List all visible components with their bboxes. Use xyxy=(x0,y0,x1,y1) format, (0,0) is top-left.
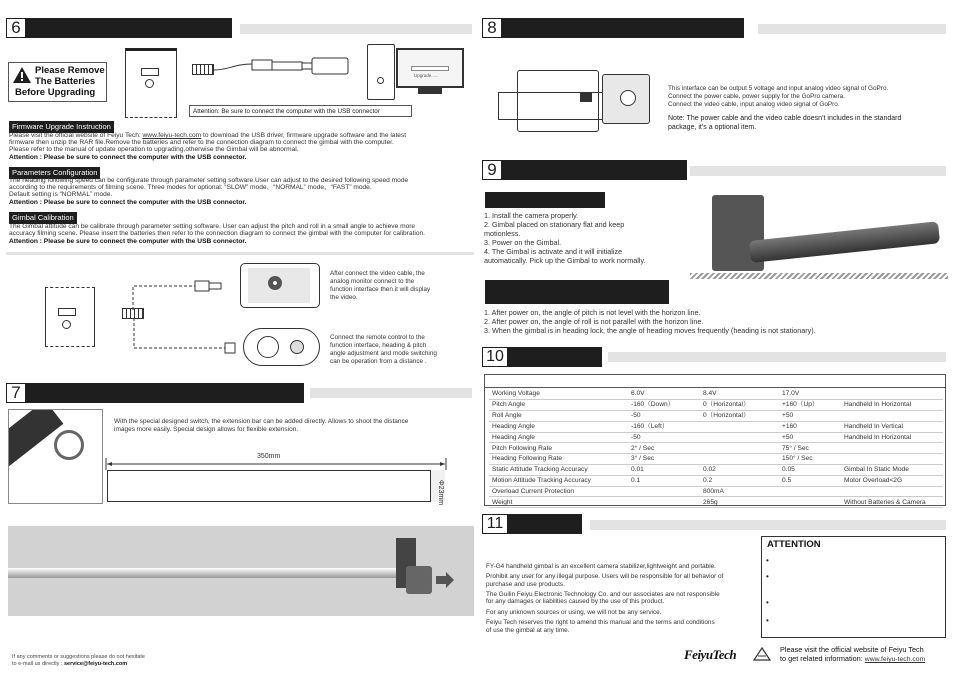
spec-cell: Handheld In Horizontal xyxy=(841,432,943,443)
disclaimer-p3a: The Guilin Feiyu Electronic Technology Co. and our associates are not responsible xyxy=(486,591,720,599)
computer-tower-icon xyxy=(367,44,395,100)
spec-cell: 800mA xyxy=(700,486,779,497)
spec-row xyxy=(489,475,943,486)
spec-cell: 0（Horizontal） xyxy=(700,400,779,411)
spec-cell xyxy=(779,486,841,497)
spec-cell: 265g xyxy=(700,497,779,508)
attention-bullet-3: • xyxy=(766,598,769,607)
issues-heading-bar xyxy=(485,280,669,304)
spec-cell: Static Attitude Tracking Accuracy xyxy=(489,465,628,476)
extension-bar-drawing xyxy=(107,470,445,502)
gopro-lens-icon xyxy=(620,90,636,106)
spec-cell: Motor Overload<2G xyxy=(841,475,943,486)
computer-power-icon xyxy=(377,77,384,84)
spec-cell: Pitch Following Rate xyxy=(489,443,628,454)
spec-table-body xyxy=(489,389,943,508)
gopro-text-3: Connect the video cable, input analog video signal of GoPro. xyxy=(668,101,840,108)
spec-cell: 0.02 xyxy=(700,465,779,476)
warning-line-1: Please Remove xyxy=(35,65,105,76)
gopro-note-2: package, it’s a optional item. xyxy=(668,124,757,131)
remote-cable-icon xyxy=(130,318,240,358)
switch-ring-icon xyxy=(54,430,84,460)
section-9-header-bar xyxy=(482,160,687,180)
warning-line-3: Before Upgrading xyxy=(15,87,96,98)
step-4b: automatically. Pick up the Gimbal to work normally. xyxy=(484,256,646,265)
power-button-icon xyxy=(145,79,154,88)
calib-heading: Gimbal Calibration xyxy=(9,212,77,224)
spec-cell: 150° / Sec xyxy=(779,454,841,465)
spec-cell: +160 xyxy=(779,421,841,432)
issue-1: 1. After power on, the angle of pitch is not level with the horizon line. xyxy=(484,308,701,317)
video-text-1: After connect the video cable, the xyxy=(330,270,425,277)
table-surface xyxy=(690,273,948,279)
firmware-line-1-pre: Please visit the official website of Feiyu Tech: xyxy=(9,132,141,139)
video-cable-icon xyxy=(95,270,235,315)
disclaimer-p3b: for any damages or liabilities caused by the use of this product. xyxy=(486,598,665,606)
spec-row xyxy=(489,465,943,476)
spec-cell: 0.2 xyxy=(700,475,779,486)
footer-line-2 xyxy=(12,661,127,667)
attention-bullet-2: • xyxy=(766,572,769,581)
section-7-header-bar xyxy=(6,383,304,403)
spec-cell xyxy=(841,411,943,422)
spec-row xyxy=(489,432,943,443)
params-line-3: Default setting is “NORMAL” mode. xyxy=(9,191,113,198)
spec-cell: 0.01 xyxy=(628,465,700,476)
firmware-heading: Firmware Upgrade Instruction xyxy=(9,121,114,133)
spec-cell: 0（Horizontal） xyxy=(700,411,779,422)
disclaimer-p2a: Prohibit any user for any illegal purpose. Users will be responsible for all behavior of xyxy=(486,573,724,581)
spec-cell: Weight xyxy=(489,497,628,508)
spec-row xyxy=(489,389,943,400)
spec-cell xyxy=(628,486,700,497)
spec-cell: 75° / Sec xyxy=(779,443,841,454)
visit-line-2 xyxy=(780,655,925,664)
section-8-grey-bar xyxy=(758,24,946,34)
photo-camera xyxy=(406,566,432,594)
step-3: 3. Power on the Gimbal. xyxy=(484,238,562,247)
photo-arrow-icon xyxy=(436,572,456,588)
attention-box xyxy=(761,536,946,638)
step-4: 4. The Gimbal is activate and it will initialize xyxy=(484,247,623,256)
gimbal-on-table-photo xyxy=(690,185,948,290)
spec-cell: 6.0V xyxy=(628,389,700,400)
spec-cell: 0.1 xyxy=(628,475,700,486)
usb-port-icon xyxy=(141,68,159,76)
spec-cell xyxy=(841,389,943,400)
spec-cell xyxy=(841,443,943,454)
remote-text-3: angle adjustment and mode switching xyxy=(330,350,437,357)
section-10-grey-bar xyxy=(608,352,946,362)
section-10-number: 10 xyxy=(482,347,508,367)
remote-text-1: Connect the remote control to the xyxy=(330,334,425,341)
spec-row xyxy=(489,486,943,497)
warning-line-2: The Batteries xyxy=(35,76,96,87)
video-text-2: analog monitor connect to the xyxy=(330,278,415,285)
spec-table-frame xyxy=(484,374,946,506)
spec-cell xyxy=(779,497,841,508)
attention-bullet-4: • xyxy=(766,616,769,625)
spec-cell: Handheld In Vertical xyxy=(841,421,943,432)
issue-3: 3. When the gimbal is in heading lock, the angle of heading moves frequently (heading is not stationary). xyxy=(484,326,816,335)
spec-row xyxy=(489,497,943,508)
grip-power-button-icon xyxy=(62,320,71,329)
footer-line-2-pre: to e-mail us directly : xyxy=(12,661,63,667)
params-heading: Parameters Configuration xyxy=(9,167,100,179)
spec-cell xyxy=(841,454,943,465)
spec-cell xyxy=(700,454,779,465)
footer-line-1: If any comments or suggestions please do not hesitate xyxy=(12,654,145,660)
spec-cell: +50 xyxy=(779,432,841,443)
section-9-number: 9 xyxy=(482,160,502,180)
disclaimer xyxy=(486,563,761,634)
spec-row xyxy=(489,400,943,411)
spec-cell: +160（Up） xyxy=(779,400,841,411)
spec-cell: Overload Current Protection xyxy=(489,486,628,497)
flower-icon xyxy=(268,276,282,290)
extension-text-2: images more easily. Special design allows for flexible extension. xyxy=(114,426,299,433)
spec-cell: Motion Attitude Tracking Accuracy xyxy=(489,475,628,486)
video-text-4: the video. xyxy=(330,294,358,301)
gopro-note-1: Note: The power cable and the video cable doesn’t includes in the standard xyxy=(668,115,902,122)
usb-cable-icon xyxy=(214,60,354,80)
spec-cell: 0.05 xyxy=(779,465,841,476)
spec-cell: 2° / Sec xyxy=(628,443,700,454)
upgrade-progress-bar xyxy=(411,66,449,71)
feiyutech-logo: FeiyuTech xyxy=(684,647,737,662)
section-6-separator xyxy=(6,252,474,255)
attention-title: ATTENTION xyxy=(767,539,821,550)
spec-cell: Gimbal In Static Mode xyxy=(841,465,943,476)
spec-cell: Working Voltage xyxy=(489,389,628,400)
params-line-2: according to the requirements of filming scene. Three modes for optional: “SLOW” mode、“NORMAL” mode、“FAST” mode. xyxy=(9,184,372,191)
section-6-header-bar xyxy=(6,18,232,38)
params-line-1: The heading following speed can be configurate through parameter setting software.User can adjust to the desired following speed mode xyxy=(9,177,409,184)
grip-usb-port-icon xyxy=(58,308,76,316)
step-2b: motionless. xyxy=(484,229,521,238)
remote-text-2: function interface, heading & pitch xyxy=(330,342,427,349)
gopro-text-1: This interface can be output 5 voltage and input analog video signal of GoPro. xyxy=(668,85,889,92)
length-arrow xyxy=(105,458,450,470)
visit-line-2-text: to get related information: xyxy=(780,654,863,663)
gopro-text-2: Connect the power cable, power supply for the GoPro camera. xyxy=(668,93,845,100)
calib-line-2: accuracy filming scene. Please insert the batteries then refer to the connection diagram to connect the gimbal with the computer for calibration. xyxy=(9,230,425,237)
spec-row xyxy=(489,411,943,422)
section-11-number: 11 xyxy=(482,514,508,534)
step-2: 2. Gimbal placed on stationary flat and keep xyxy=(484,220,625,229)
steps-heading-bar xyxy=(485,192,605,208)
disclaimer-p4: For any unknown sources or using, we will not be any service. xyxy=(486,608,662,616)
section-7-grey-bar xyxy=(310,388,472,398)
spec-cell xyxy=(700,421,779,432)
spec-cell: Handheld In Horizontal xyxy=(841,400,943,411)
extension-switch-illustration xyxy=(8,409,103,504)
spec-cell: -160（Left） xyxy=(628,421,700,432)
monitor-stand xyxy=(418,88,442,94)
firmware-attention: Attention : Please be sure to connect the computer with the USB connector. xyxy=(9,154,247,161)
footer-email-link[interactable]: service@feiyu-tech.com xyxy=(63,661,128,667)
remote-control-icon xyxy=(243,328,320,366)
spec-table-header xyxy=(485,375,945,388)
spec-cell: 0.5 xyxy=(779,475,841,486)
diameter-label: Φ23mm xyxy=(437,480,444,506)
remote-text-4: can be operation from a distance . xyxy=(330,358,427,365)
spec-row xyxy=(489,421,943,432)
website-link[interactable]: www.feiyu-tech.com xyxy=(864,656,926,663)
spec-row xyxy=(489,454,943,465)
section-6-number: 6 xyxy=(6,18,26,38)
section-7-number: 7 xyxy=(6,383,26,403)
spec-cell: Heading Following Rate xyxy=(489,454,628,465)
firmware-line-3: Please refer to the manual of update operation to upgrading,otherwise the Gimbal will be abnormal. xyxy=(9,146,299,153)
gimbal-logo-icon xyxy=(752,646,772,662)
length-label: 350mm xyxy=(257,453,281,460)
spec-cell xyxy=(841,486,943,497)
warning-triangle-icon xyxy=(12,66,32,84)
video-text-3: function interface then it will display xyxy=(330,286,431,293)
gimbal-photo-handle xyxy=(749,221,940,263)
spec-cell: Without Batteries & Camera xyxy=(841,497,943,508)
gimbal-extension-photo xyxy=(8,526,474,616)
firmware-line-1-post: to download the USB driver, firmware upgrade software and the latest xyxy=(203,132,407,139)
spec-cell: 8.4V xyxy=(700,389,779,400)
upgrade-text: Upgrade...... xyxy=(414,73,439,78)
disclaimer-p5b: of use the gimbal at any time. xyxy=(486,626,570,634)
section-6-grey-bar xyxy=(240,24,472,34)
spec-row xyxy=(489,443,943,454)
remote-button-icon xyxy=(290,340,304,354)
usb-note: Attention: Be sure to connect the computer with the USB connector xyxy=(193,108,380,115)
disclaimer-p1: FY-G4 handheld gimbal is an excellent camera stabilizer,lightweight and portable. xyxy=(486,563,716,570)
spec-cell xyxy=(700,443,779,454)
usb-connector-icon xyxy=(192,64,214,75)
spec-cell: Roll Angle xyxy=(489,411,628,422)
spec-cell xyxy=(700,432,779,443)
issue-2: 2. After power on, the angle of roll is not parallel with the horizon line. xyxy=(484,317,704,326)
section-9-grey-bar xyxy=(690,166,946,176)
gopro-plug-icon xyxy=(580,92,592,102)
visit-line-1: Please visit the official website of Feiyu Tech xyxy=(780,645,924,654)
firmware-link[interactable]: www.feiyu-tech.com xyxy=(142,132,202,139)
gopro-interface-drawing xyxy=(492,52,657,147)
spec-table xyxy=(489,389,943,508)
spec-cell xyxy=(628,497,700,508)
spec-cell: +50 xyxy=(779,411,841,422)
remote-joystick-icon xyxy=(257,336,279,358)
params-attention: Attention : Please be sure to connect the computer with the USB connector. xyxy=(9,199,247,206)
disclaimer-p5a: Feiyu Tech reserves the right to amend this manual and the terms and conditions xyxy=(486,619,715,627)
spec-cell: Heading Angle xyxy=(489,421,628,432)
spec-cell: -50 xyxy=(628,411,700,422)
calib-attention: Attention : Please be sure to connect the computer with the USB connector. xyxy=(9,238,247,245)
section-8-number: 8 xyxy=(482,18,502,38)
spec-cell: -160（Down） xyxy=(628,400,700,411)
calib-line-1: The Gimbal attitude can be calibrate through parameter setting software. User can adjust the pitch and roll in a small angle to achieve more xyxy=(9,223,416,230)
spec-cell: -50 xyxy=(628,432,700,443)
extension-text-1: With the special designed switch, the extension bar can be added directly. Allows to shoot the distance xyxy=(114,418,409,425)
spec-cell: Pitch Angle xyxy=(489,400,628,411)
spec-cell: Heading Angle xyxy=(489,432,628,443)
section-8-header-bar xyxy=(482,18,744,38)
attention-bullet-1: • xyxy=(766,556,769,565)
photo-extension-bar xyxy=(8,568,408,578)
spec-cell: 3° / Sec xyxy=(628,454,700,465)
gimbal-grip-lower xyxy=(45,287,95,347)
spec-cell: 17.0V xyxy=(779,389,841,400)
firmware-line-2: firmware then unzip the RAR file.Remove the batteries and refer to the connection diagram to connect the gimbal with the computer. xyxy=(9,139,394,146)
step-1: 1. Install the camera properly. xyxy=(484,211,579,220)
disclaimer-p2b: purchase and use products. xyxy=(486,580,565,588)
section-11-grey-bar xyxy=(590,520,946,530)
